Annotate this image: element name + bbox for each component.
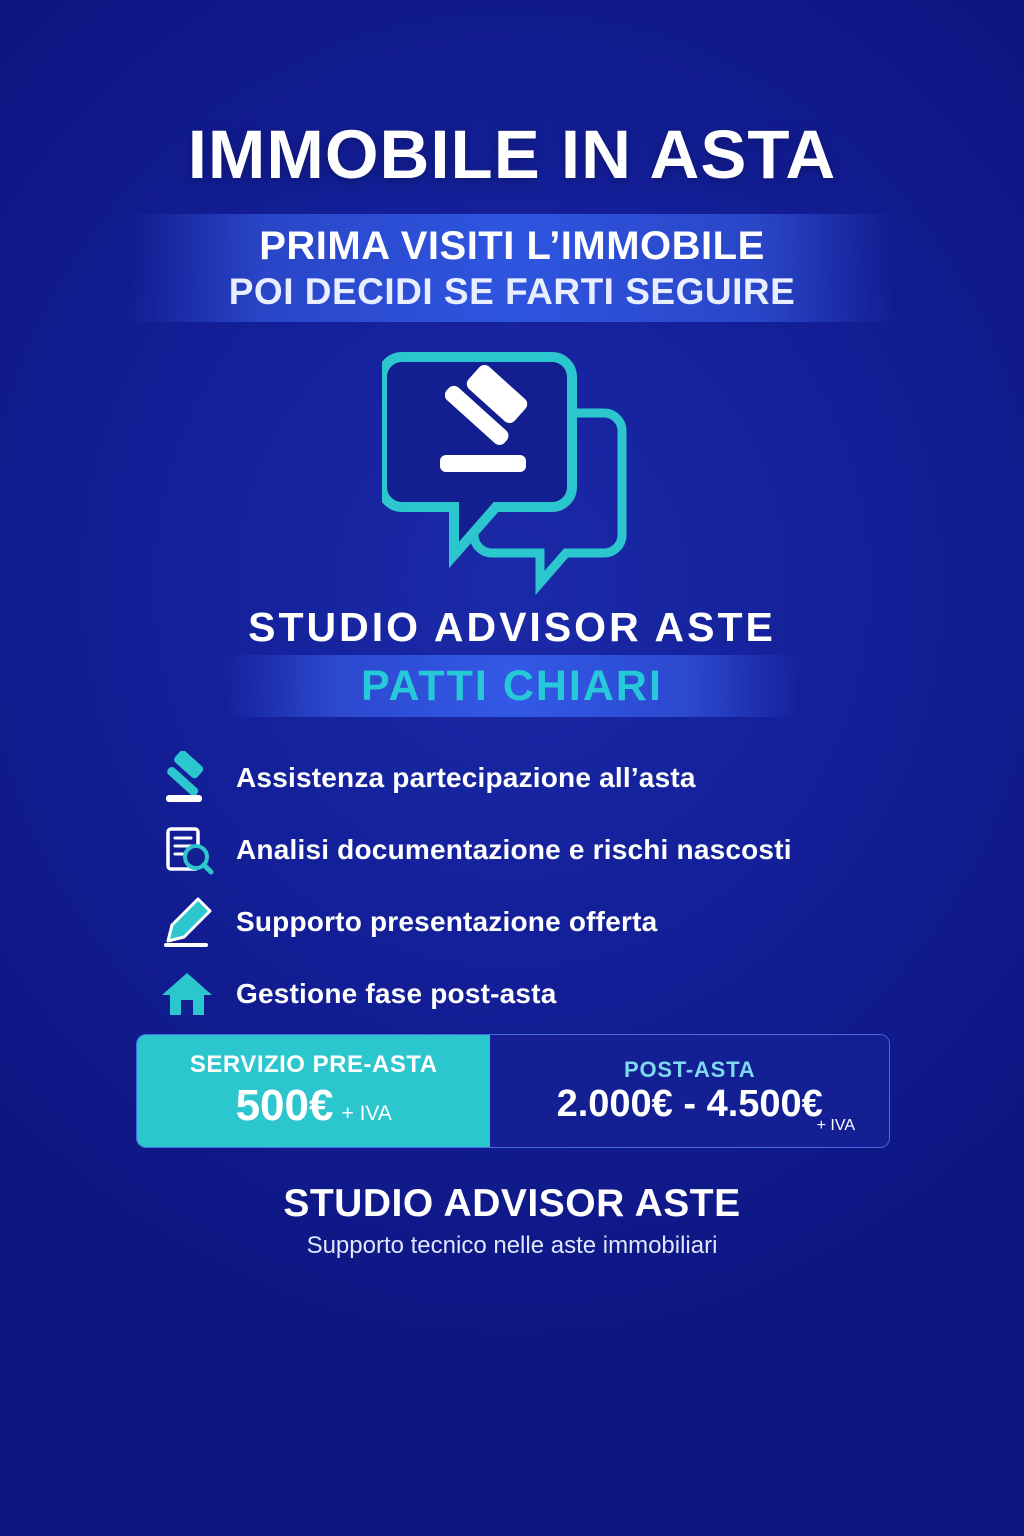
list-item: [160, 814, 920, 886]
document-magnifier-icon: [160, 823, 214, 877]
pricing-post-asta: [490, 1035, 889, 1147]
pricing-post-iva: + IVA: [816, 1117, 855, 1134]
brand-name: STUDIO ADVISOR ASTE: [248, 604, 776, 650]
list-item-label: Supporto presentazione offerta: [236, 906, 658, 937]
subtitle-line-2: POI DECIDI SE FARTI SEGUIRE: [228, 270, 796, 312]
pricing-pre-label: SERVIZIO PRE-ASTA: [189, 1051, 438, 1078]
pricing-pre-value-row: [236, 1081, 392, 1131]
subtitle-banner: [130, 214, 894, 322]
list-item: [160, 958, 920, 1030]
pricing-bar: [136, 1034, 890, 1148]
list-item-label: Analisi documentazione e rischi nascosti: [236, 834, 792, 865]
brand-tagline-banner: [225, 655, 799, 717]
list-item-label: Assistenza partecipazione all’asta: [236, 762, 696, 793]
pen-signature-icon: [160, 895, 214, 949]
subtitle-line-1: PRIMA VISITI L’IMMOBILE: [259, 223, 765, 268]
footer-brand: STUDIO ADVISOR ASTE: [283, 1182, 741, 1225]
footer-tagline: Supporto tecnico nelle aste immobiliari: [306, 1232, 718, 1259]
list-item: [160, 886, 920, 958]
gavel-icon: [160, 751, 214, 805]
list-item: [160, 742, 920, 814]
house-icon: [160, 967, 214, 1021]
gavel-speech-bubble-icon: [382, 335, 642, 595]
list-item-label: Gestione fase post-asta: [236, 978, 557, 1009]
pricing-post-amount: 2.000€ - 4.500€: [556, 1082, 823, 1125]
page-title: IMMOBILE IN ASTA: [187, 116, 837, 193]
pricing-pre-amount: 500€: [235, 1081, 334, 1130]
brand-tagline: PATTI CHIARI: [361, 661, 663, 710]
feature-list: [160, 742, 920, 1030]
pricing-pre-iva: + IVA: [341, 1102, 392, 1125]
pricing-pre-asta: [137, 1035, 490, 1147]
pricing-post-label: POST-ASTA: [623, 1056, 756, 1082]
